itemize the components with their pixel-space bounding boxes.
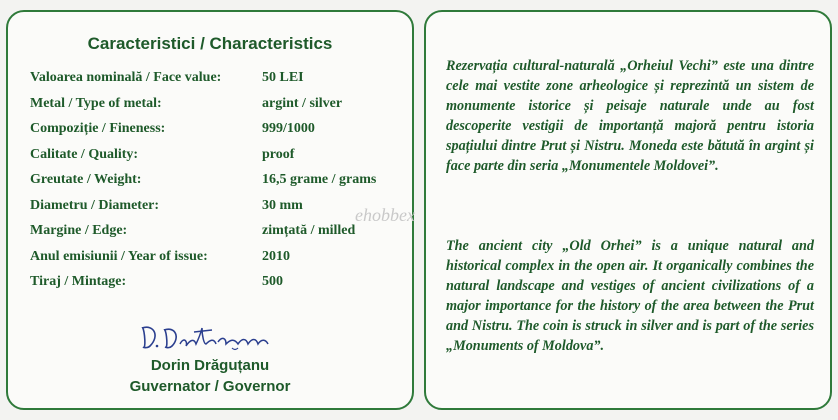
spec-value: 500 — [262, 274, 283, 289]
spec-value: 2010 — [262, 248, 290, 264]
spec-label: Metal / Type of metal: — [30, 95, 162, 111]
signer-name: Dorin Drăguțanu — [150, 357, 270, 374]
spec-row-quality — [30, 147, 390, 173]
spec-label: Margine / Edge: — [30, 223, 128, 238]
description-card — [424, 10, 832, 410]
characteristics-title: Caracteristici / Characteristics — [87, 34, 333, 53]
description-romanian: Rezervația cultural-naturală „Orheiul Vechi” este una dintre cele mai vestite zone arheologice și reprezintă un sistem de monumente istorice și peisaje naturale unde au fost descoperite vestigii de importanță majoră pentru istoria spațiului dintre Prut și Nistru. Moneda este bătută în argint și face parte din seria „Monumentele Moldovei”. — [446, 58, 814, 174]
spec-label: Anul emisiunii / Year of issue: — [30, 248, 208, 264]
spec-value: 999/1000 — [262, 121, 315, 136]
spec-value: 16,5 grame / grams — [262, 172, 377, 187]
spec-value: 30 mm — [262, 197, 303, 213]
spec-label: Valoarea nominală / Face value: — [30, 70, 222, 85]
spec-row-mintage — [30, 274, 390, 300]
spec-value: 50 LEI — [262, 70, 304, 85]
spec-row-diameter — [30, 198, 390, 224]
spec-label: Greutate / Weight: — [30, 172, 142, 187]
spec-row-face-value — [30, 70, 390, 96]
spec-label: Compoziție / Fineness: — [30, 121, 166, 136]
spec-row-weight — [30, 172, 390, 198]
signature-image — [134, 314, 294, 354]
spec-row-metal — [30, 96, 390, 122]
characteristics-card — [6, 10, 414, 410]
spec-table — [30, 70, 390, 300]
spec-value: proof — [262, 146, 295, 162]
spec-label: Calitate / Quality: — [30, 146, 139, 162]
spec-row-edge — [30, 223, 390, 249]
spec-row-year — [30, 249, 390, 275]
spec-row-fineness — [30, 121, 390, 147]
description-english: The ancient city „Old Orhei” is a unique natural and historical complex in the open air. It organically combines the natural landscape and vestiges of ancient civilizations of a major importance for the history of the area between the Prut and Nistru. The coin is struck in silver and is part of the series „Monuments of Moldova”. — [446, 238, 814, 354]
spec-value: zimțată / milled — [262, 223, 356, 238]
signer-title: Guvernator / Governor — [129, 378, 291, 395]
spec-label: Tiraj / Mintage: — [30, 274, 127, 289]
watermark-text: ehobbex — [355, 205, 415, 225]
spec-value: argint / silver — [262, 95, 343, 111]
spec-label: Diametru / Diameter: — [30, 197, 160, 213]
